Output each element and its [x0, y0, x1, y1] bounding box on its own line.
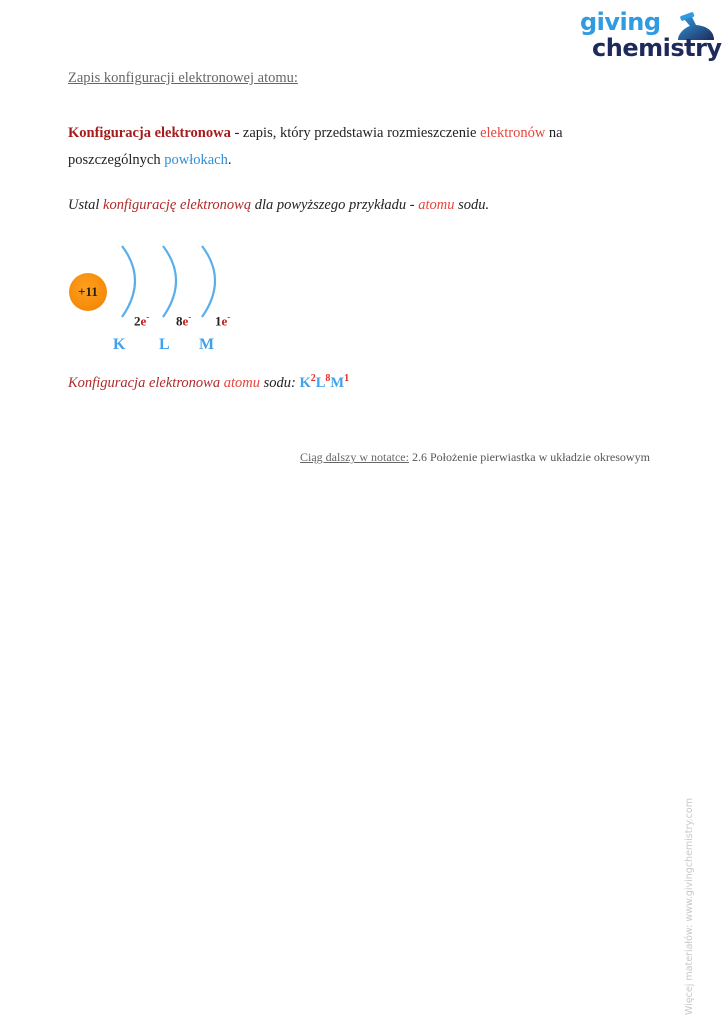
definition-term: Konfiguracja elektronowa	[68, 125, 231, 141]
shell-letter-k: K	[113, 336, 126, 353]
definition-text-2: na poszczególnych	[68, 125, 563, 168]
shell-arc-k	[122, 246, 135, 317]
giving-chemistry-logo	[578, 8, 722, 74]
definition-text-1: - zapis, który przedstawia rozmieszczenie	[230, 125, 481, 141]
shell-k-electrons: 2e-	[134, 312, 150, 329]
side-watermark: Więcej materiałów: www.givingchemistry.com	[684, 798, 695, 1015]
nucleus-charge: +11	[78, 284, 98, 299]
continuation-note	[300, 450, 650, 465]
logo-text-chemistry: chemistry	[592, 34, 722, 62]
logo-text-giving: giving	[580, 8, 661, 36]
task-highlight-atom: atomu	[418, 197, 455, 213]
shell-letter-l: L	[159, 336, 170, 353]
shell-arc-m	[202, 246, 215, 317]
task-text-1: Ustal	[68, 197, 104, 213]
definition-text-3: .	[227, 152, 232, 168]
config-label-1: Konfiguracja elektronowa	[68, 374, 224, 391]
continuation-text: 2.6 Położenie pierwiastka w układzie okresowym	[408, 450, 650, 464]
section-title: Zapis konfiguracji elektronowej atomu:	[68, 70, 298, 86]
shell-m-electrons: 1e-	[215, 312, 231, 329]
configuration-result	[68, 373, 349, 392]
definition-highlight-electrons: elektronów	[480, 125, 546, 141]
shell-letter-m: M	[199, 336, 215, 353]
config-label-atom: atomu	[223, 374, 260, 391]
config-label-2: sodu:	[259, 374, 300, 391]
continuation-link[interactable]: Ciąg dalszy w notatce:	[300, 450, 409, 464]
shell-l-electrons: 8e-	[176, 312, 192, 329]
task-highlight-configuration: konfigurację elektronową	[103, 197, 252, 213]
task-text-3: sodu.	[454, 197, 490, 213]
definition-paragraph	[68, 120, 628, 174]
shell-arc-l	[163, 246, 176, 317]
task-text-2: dla powyższego przykładu -	[251, 197, 419, 213]
definition-highlight-shells: powłokach	[164, 152, 228, 168]
electron-configuration-formula: $K^2L^8M^1$	[299, 373, 350, 391]
task-instruction	[68, 197, 489, 214]
